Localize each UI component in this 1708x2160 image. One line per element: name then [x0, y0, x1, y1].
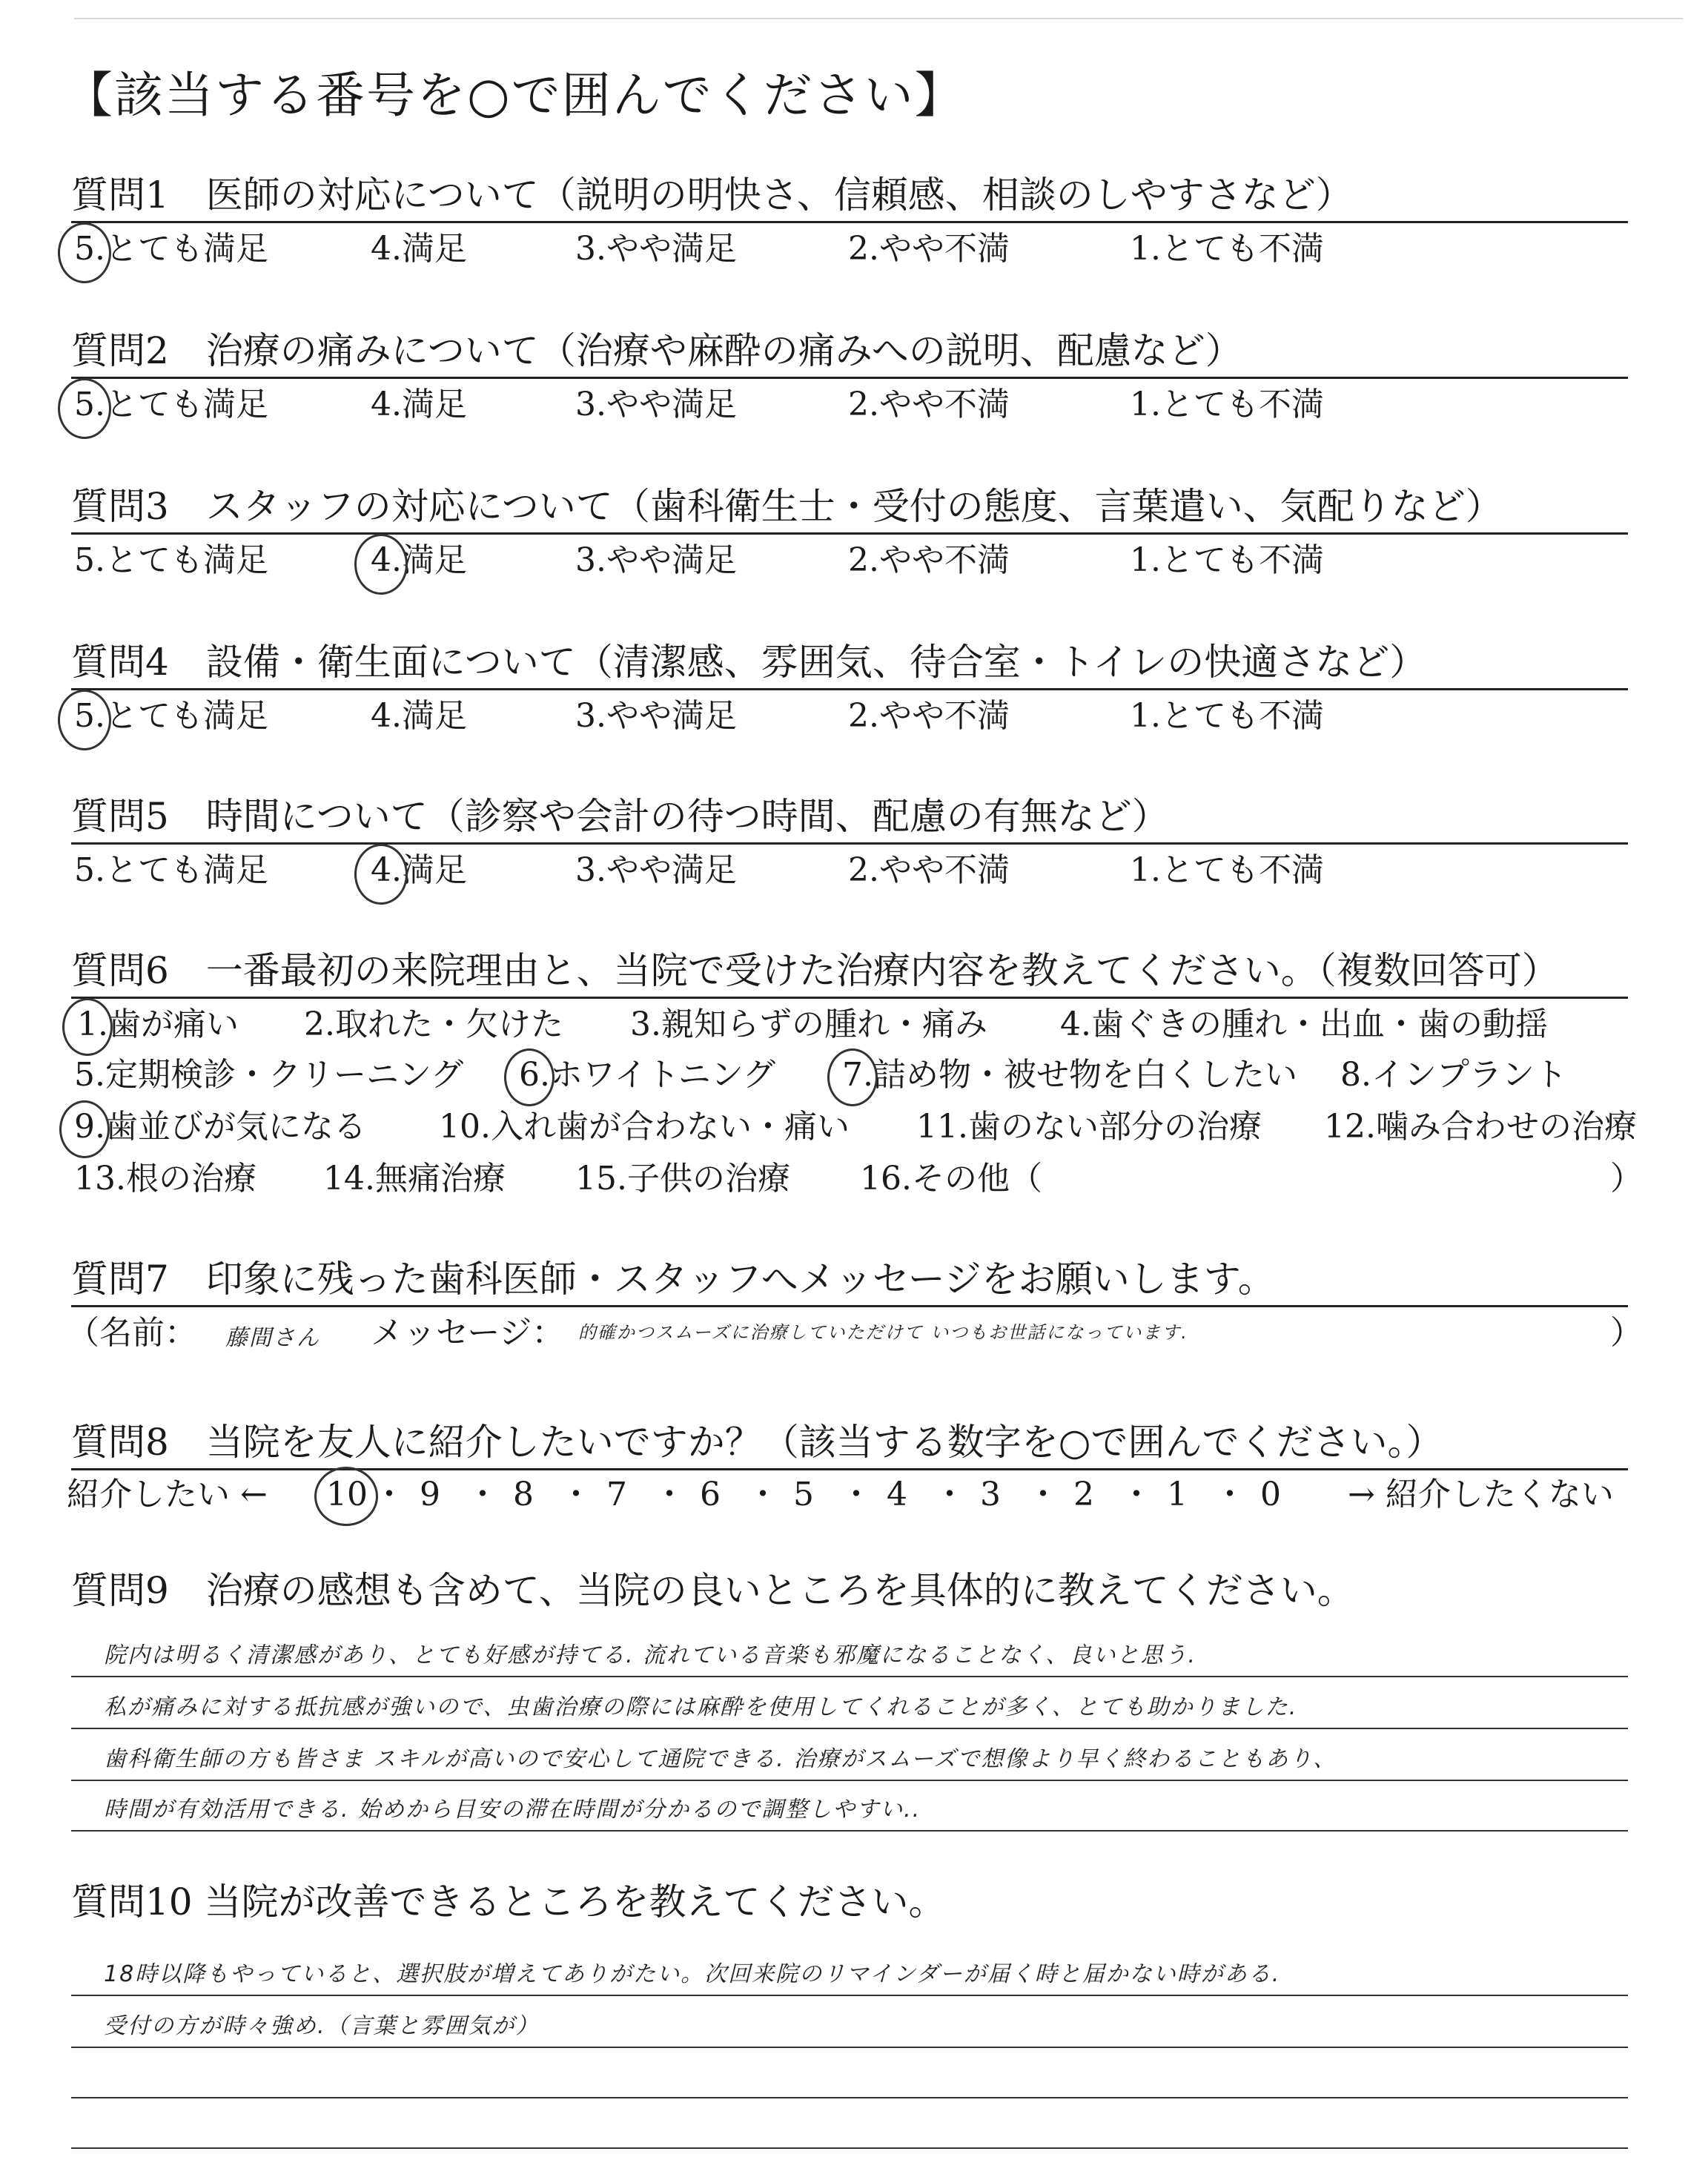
question-10-answer-line-2[interactable]: 受付の方が時々強め.（言葉と雰囲気が） — [104, 2013, 540, 2039]
question-1-option-1[interactable]: 1.とても不満 — [1130, 230, 1324, 268]
question-8-scale-10[interactable]: 10 — [326, 1476, 368, 1513]
question-10-answer-rule — [71, 2147, 1628, 2149]
question-7-name-label: （名前： — [67, 1314, 197, 1352]
question-6-selection-circle-9 — [59, 1100, 110, 1158]
question-8-scale-1[interactable]: 1 — [1167, 1476, 1188, 1513]
question-8-separator: ・ — [933, 1476, 966, 1513]
question-8-left-label: 紹介したい ← — [67, 1476, 268, 1513]
top-rule — [74, 18, 1683, 19]
question-8-scale-6[interactable]: 6 — [700, 1476, 721, 1513]
question-9-title: 質問9 治療の感想も含めて、当院の良いところを具体的に教えてください。 — [71, 1569, 1354, 1612]
question-9-answer-line-3[interactable]: 歯科衛生師の方も皆さま スキルが高いので安心して通院できる. 治療がスムーズで想像より早く終わることもあり、 — [104, 1746, 1337, 1772]
question-1-option-3[interactable]: 3.やや満足 — [575, 230, 737, 268]
question-4-selection-circle — [58, 690, 111, 750]
question-8-separator: ・ — [840, 1476, 873, 1513]
question-6-option-15[interactable]: 15.子供の治療 — [575, 1160, 790, 1198]
question-6-option-8[interactable]: 8.インプラント — [1340, 1056, 1567, 1094]
question-8-selection-circle — [314, 1467, 378, 1526]
question-6-option-14[interactable]: 14.無痛治療 — [323, 1160, 506, 1198]
question-2-rule — [71, 377, 1628, 379]
question-1-option-2[interactable]: 2.やや不満 — [848, 230, 1010, 268]
question-8-rule — [71, 1468, 1628, 1470]
question-1-title: 質問1 医師の対応について（説明の明快さ、信頼感、相談のしやすさなど） — [71, 174, 1353, 217]
question-6-option-6[interactable]: 6.ホワイトニング — [519, 1056, 776, 1094]
question-9-answer-line-2[interactable]: 私が痛みに対する抵抗感が強いので、虫歯治療の際には麻酔を使用してくれることが多く、とても助かりました. — [104, 1694, 1298, 1720]
question-10-title: 質問10 当院が改善できるところを教えてください。 — [71, 1880, 946, 1923]
question-1-rule — [71, 221, 1628, 223]
question-8-separator: ・ — [466, 1476, 499, 1513]
question-7-rule — [71, 1305, 1628, 1307]
question-7-name-value[interactable]: 藤間さん — [225, 1325, 320, 1351]
question-5-option-3[interactable]: 3.やや満足 — [575, 851, 737, 889]
question-4-option-3[interactable]: 3.やや満足 — [575, 697, 737, 735]
question-6-option-2[interactable]: 2.取れた・欠けた — [304, 1005, 563, 1043]
question-6-option-10[interactable]: 10.入れ歯が合わない・痛い — [439, 1108, 850, 1146]
question-3-option-4[interactable]: 4.満足 — [371, 541, 467, 579]
question-1-selection-circle — [58, 222, 111, 283]
question-2-option-3[interactable]: 3.やや満足 — [575, 386, 737, 423]
question-4-rule — [71, 688, 1628, 690]
question-6-option-4[interactable]: 4.歯ぐきの腫れ・出血・歯の動揺 — [1060, 1005, 1548, 1043]
question-8-scale-3[interactable]: 3 — [980, 1476, 1001, 1513]
question-5-option-1[interactable]: 1.とても不満 — [1130, 851, 1324, 889]
question-6-title: 質問6 一番最初の来院理由と、当院で受けた治療内容を教えてください。（複数回答可） — [71, 949, 1559, 992]
question-6-option-5[interactable]: 5.定期検診・クリーニング — [74, 1056, 464, 1094]
question-4-option-5[interactable]: 5.とても満足 — [74, 697, 268, 735]
question-8-scale-5[interactable]: 5 — [793, 1476, 814, 1513]
question-3-title: 質問3 スタッフの対応について（歯科衛生士・受付の態度、言葉遣い、気配りなど） — [71, 485, 1503, 528]
question-9-answer-rule — [71, 1830, 1628, 1832]
question-5-selection-circle — [354, 844, 408, 905]
question-5-rule — [71, 842, 1628, 845]
question-6-selection-circle-1 — [62, 998, 113, 1056]
question-8-title: 質問8 当院を友人に紹介したいですか？（該当する数字を○で囲んでください。） — [71, 1421, 1443, 1464]
question-6-option-7[interactable]: 7.詰め物・被せ物を白くしたい — [842, 1056, 1297, 1094]
question-5-title: 質問5 時間について（診察や会計の待つ時間、配慮の有無など） — [71, 795, 1169, 838]
question-2-option-1[interactable]: 1.とても不満 — [1130, 386, 1324, 423]
question-8-separator: ・ — [560, 1476, 592, 1513]
question-8-separator: ・ — [373, 1476, 406, 1513]
question-6-other-close-paren: ） — [1610, 1160, 1643, 1198]
question-5-option-2[interactable]: 2.やや不満 — [848, 851, 1010, 889]
question-5-option-5[interactable]: 5.とても満足 — [74, 851, 268, 889]
question-10-answer-line-1[interactable]: 18時以降もやっていると、選択肢が増えてありがたい。次回来院のリマインダーが届く時と届かない時がある. — [104, 1961, 1281, 1987]
question-2-option-5[interactable]: 5.とても満足 — [74, 386, 268, 423]
form-header: 【該当する番号を○で囲んでください】 — [64, 67, 965, 124]
question-8-scale-8[interactable]: 8 — [513, 1476, 534, 1513]
question-6-option-1[interactable]: 1.歯が痛い — [77, 1005, 239, 1043]
question-6-rule — [71, 997, 1628, 999]
question-10-answer-rule — [71, 2097, 1628, 2098]
question-1-option-4[interactable]: 4.満足 — [371, 230, 467, 268]
question-2-option-4[interactable]: 4.満足 — [371, 386, 467, 423]
question-10-answer-rule — [71, 1995, 1628, 1996]
question-9-answer-rule — [71, 1676, 1628, 1677]
question-8-separator: ・ — [653, 1476, 686, 1513]
question-6-option-13[interactable]: 13.根の治療 — [74, 1160, 256, 1198]
question-3-selection-circle — [354, 534, 408, 595]
question-10-answer-rule — [71, 2047, 1628, 2048]
question-8-scale-2[interactable]: 2 — [1073, 1476, 1094, 1513]
question-8-scale-0[interactable]: 0 — [1260, 1476, 1281, 1513]
question-6-option-9[interactable]: 9.歯並びが気になる — [74, 1108, 366, 1146]
question-4-option-1[interactable]: 1.とても不満 — [1130, 697, 1324, 735]
question-6-selection-circle-6 — [504, 1048, 555, 1106]
question-2-title: 質問2 治療の痛みについて（治療や麻酔の痛みへの説明、配慮など） — [71, 329, 1242, 372]
question-7-title: 質問7 印象に残った歯科医師・スタッフへメッセージをお願いします。 — [71, 1258, 1275, 1301]
question-7-close-paren: ） — [1610, 1314, 1643, 1352]
question-7-message-value[interactable]: 的確かつスムーズに治療していただけて いつもお世話になっています. — [578, 1322, 1188, 1343]
question-4-option-2[interactable]: 2.やや不満 — [848, 697, 1010, 735]
question-8-scale-4[interactable]: 4 — [887, 1476, 907, 1513]
question-8-separator: ・ — [747, 1476, 779, 1513]
question-8-right-label: → 紹介したくない — [1348, 1476, 1614, 1513]
question-2-selection-circle — [58, 378, 111, 439]
question-6-selection-circle-7 — [827, 1048, 878, 1106]
question-4-title: 質問4 設備・衛生面について（清潔感、雰囲気、待合室・トイレの快適さなど） — [71, 641, 1427, 684]
question-6-option-11[interactable]: 11.歯のない部分の治療 — [916, 1108, 1262, 1146]
question-8-separator: ・ — [1120, 1476, 1153, 1513]
question-3-option-2[interactable]: 2.やや不満 — [848, 541, 1010, 579]
question-3-option-5[interactable]: 5.とても満足 — [74, 541, 268, 579]
question-4-option-4[interactable]: 4.満足 — [371, 697, 467, 735]
question-8-scale-7[interactable]: 7 — [606, 1476, 627, 1513]
question-3-option-1[interactable]: 1.とても不満 — [1130, 541, 1324, 579]
question-9-answer-rule — [71, 1728, 1628, 1729]
question-1-option-5[interactable]: 5.とても満足 — [74, 230, 268, 268]
question-6-option-16[interactable]: 16.その他（ — [860, 1160, 1042, 1198]
question-8-scale-9[interactable]: 9 — [420, 1476, 440, 1513]
question-5-option-4[interactable]: 4.満足 — [371, 851, 467, 889]
question-7-message-label: メッセージ： — [371, 1314, 565, 1352]
question-2-option-2[interactable]: 2.やや不満 — [848, 386, 1010, 423]
question-8-separator: ・ — [1027, 1476, 1059, 1513]
question-6-option-3[interactable]: 3.親知らずの腫れ・痛み — [630, 1005, 987, 1043]
question-9-answer-rule — [71, 1780, 1628, 1781]
question-9-answer-line-1[interactable]: 院内は明るく清潔感があり、とても好感が持てる. 流れている音楽も邪魔になることなく、良いと思う. — [104, 1642, 1197, 1668]
question-3-option-3[interactable]: 3.やや満足 — [575, 541, 737, 579]
question-3-rule — [71, 532, 1628, 535]
question-8-separator: ・ — [1214, 1476, 1246, 1513]
question-6-option-12[interactable]: 12.噛み合わせの治療 — [1324, 1108, 1637, 1146]
question-9-answer-line-4[interactable]: 時間が有効活用できる. 始めから目安の滞在時間が分かるので調整しやすい.. — [104, 1797, 921, 1823]
